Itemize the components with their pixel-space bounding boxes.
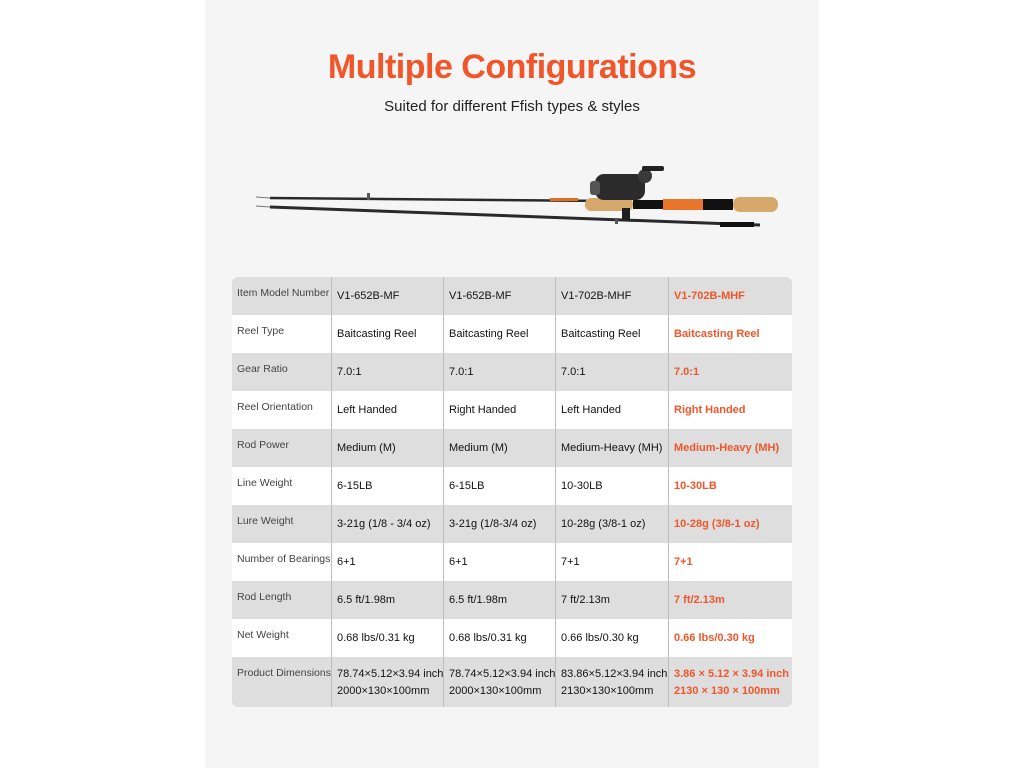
page-title: Multiple Configurations bbox=[327, 48, 697, 86]
dimension-inch: 3.86 × 5.12 × 3.94 inch bbox=[674, 667, 789, 680]
cell-config-2: 6-15LB bbox=[444, 467, 556, 505]
row-label: Number of Bearings bbox=[232, 543, 332, 581]
table-row bbox=[232, 429, 792, 467]
table-row bbox=[232, 467, 792, 505]
cell-config-2: 0.68 lbs/0.31 kg bbox=[444, 619, 556, 657]
cell-config-3: 7+1 bbox=[556, 543, 669, 581]
cell-config-3: Medium-Heavy (MH) bbox=[556, 429, 669, 467]
table-row bbox=[232, 315, 792, 353]
table-row bbox=[232, 657, 792, 707]
cell-config-2: 3-21g (1/8-3/4 oz) bbox=[444, 505, 556, 543]
cell-config-2: 6+1 bbox=[444, 543, 556, 581]
content-panel bbox=[205, 0, 819, 768]
dimension-mm: 2130 × 130 × 100mm bbox=[674, 684, 780, 697]
cell-config-4-highlight: 0.66 lbs/0.30 kg bbox=[669, 619, 792, 657]
dimension-mm: 2130×130×100mm bbox=[561, 684, 654, 697]
dimension-inch: 83.86×5.12×3.94 inch bbox=[561, 667, 668, 680]
cell-config-1: Medium (M) bbox=[332, 429, 444, 467]
table-row bbox=[232, 391, 792, 429]
cell-config-3: 10-30LB bbox=[556, 467, 669, 505]
cell-config-1: V1-652B-MF bbox=[332, 277, 444, 315]
cell-config-3: Baitcasting Reel bbox=[556, 315, 669, 353]
table-row bbox=[232, 543, 792, 581]
cell-config-2: Baitcasting Reel bbox=[444, 315, 556, 353]
table-row bbox=[232, 505, 792, 543]
cell-config-1: 6.5 ft/1.98m bbox=[332, 581, 444, 619]
cell-config-3 bbox=[556, 657, 669, 707]
cell-config-4-highlight: V1-702B-MHF bbox=[669, 277, 792, 315]
cell-config-4-highlight: 10-30LB bbox=[669, 467, 792, 505]
dimension-mm: 2000×130×100mm bbox=[337, 684, 430, 697]
row-label: Rod Power bbox=[232, 429, 332, 467]
cell-config-4-highlight: Baitcasting Reel bbox=[669, 315, 792, 353]
row-label: Reel Orientation bbox=[232, 391, 332, 429]
table-row bbox=[232, 277, 792, 315]
cell-config-3: 7 ft/2.13m bbox=[556, 581, 669, 619]
cell-config-1: Baitcasting Reel bbox=[332, 315, 444, 353]
row-label: Line Weight bbox=[232, 467, 332, 505]
cell-config-2: 7.0:1 bbox=[444, 353, 556, 391]
cell-config-4-highlight: 7 ft/2.13m bbox=[669, 581, 792, 619]
cell-config-1: 0.68 lbs/0.31 kg bbox=[332, 619, 444, 657]
dimension-inch: 78.74×5.12×3.94 inch bbox=[449, 667, 556, 680]
table-row bbox=[232, 581, 792, 619]
row-label: Product Dimensions bbox=[232, 657, 332, 707]
cell-config-1: 7.0:1 bbox=[332, 353, 444, 391]
row-label: Rod Length bbox=[232, 581, 332, 619]
cell-config-3: 0.66 lbs/0.30 kg bbox=[556, 619, 669, 657]
cell-config-4-highlight: Right Handed bbox=[669, 391, 792, 429]
spec-table bbox=[232, 277, 792, 707]
cell-config-3: Left Handed bbox=[556, 391, 669, 429]
dimension-mm: 2000×130×100mm bbox=[449, 684, 542, 697]
cell-config-2: Right Handed bbox=[444, 391, 556, 429]
row-label: Lure Weight bbox=[232, 505, 332, 543]
dimension-inch: 78.74×5.12×3.94 inch bbox=[337, 667, 444, 680]
cell-config-4-highlight: 10-28g (3/8-1 oz) bbox=[669, 505, 792, 543]
cell-config-1: 6+1 bbox=[332, 543, 444, 581]
cell-config-4-highlight bbox=[669, 657, 792, 707]
row-label: Gear Ratio bbox=[232, 353, 332, 391]
cell-config-4-highlight: 7+1 bbox=[669, 543, 792, 581]
row-label: Net Weight bbox=[232, 619, 332, 657]
cell-config-2: Medium (M) bbox=[444, 429, 556, 467]
cell-config-1: 6-15LB bbox=[332, 467, 444, 505]
cell-config-2: V1-652B-MF bbox=[444, 277, 556, 315]
page-subtitle: Suited for different Ffish types & styles bbox=[384, 98, 640, 115]
fishing-rod-image bbox=[250, 160, 780, 240]
row-label: Reel Type bbox=[232, 315, 332, 353]
cell-config-3: 10-28g (3/8-1 oz) bbox=[556, 505, 669, 543]
cell-config-1: 3-21g (1/8 - 3/4 oz) bbox=[332, 505, 444, 543]
cell-config-3: 7.0:1 bbox=[556, 353, 669, 391]
cell-config-4-highlight: Medium-Heavy (MH) bbox=[669, 429, 792, 467]
row-label: Item Model Number bbox=[232, 277, 332, 315]
cell-config-4-highlight: 7.0:1 bbox=[669, 353, 792, 391]
cell-config-3: V1-702B-MHF bbox=[556, 277, 669, 315]
table-row bbox=[232, 353, 792, 391]
cell-config-1: Left Handed bbox=[332, 391, 444, 429]
table-row bbox=[232, 619, 792, 657]
cell-config-2 bbox=[444, 657, 556, 707]
cell-config-1 bbox=[332, 657, 444, 707]
cell-config-2: 6.5 ft/1.98m bbox=[444, 581, 556, 619]
